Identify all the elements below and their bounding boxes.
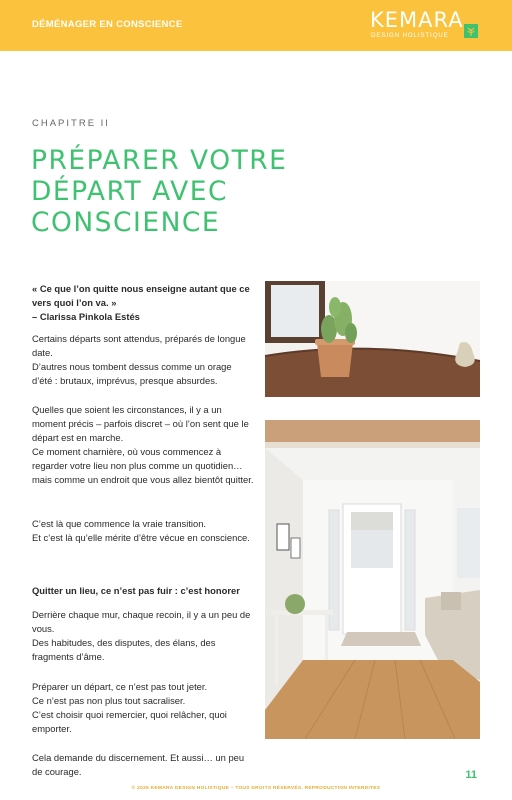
- paragraph-line: Ce moment charnière, où vous commencez à regarder votre lieu non plus comme un quotidien… mais comme un endroit que vous allez bientôt quitter.: [32, 446, 254, 485]
- chapter-title: [31, 145, 331, 238]
- paragraph-line: Préparer un départ, ce n’est pas tout jeter.: [32, 681, 208, 692]
- paragraph-line: Cela demande du discernement. Et aussi… un peu de courage.: [32, 752, 245, 777]
- section-subheading: Quitter un lieu, ce n’est pas fuir : c’est honorer: [32, 585, 240, 596]
- paragraph-line: Derrière chaque mur, chaque recoin, il y a un peu de vous.: [32, 609, 251, 634]
- paragraph-line: Certains départs sont attendus, préparés de longue date.: [32, 333, 246, 358]
- footer-copyright: © 2025 KEMARA DESIGN HOLISTIQUE – TOUS DROITS RÉSERVÉS. REPRODUCTION INTERDITES: [131, 786, 381, 791]
- chapter-label: CHAPITRE II: [32, 118, 110, 129]
- paragraph-line: Ce n’est pas non plus tout sacraliser.: [32, 695, 186, 706]
- logo-subtitle: DESIGN HOLISTIQUE: [371, 32, 449, 39]
- logo-name: KEMARA: [370, 8, 464, 32]
- page-number: 11: [465, 769, 477, 781]
- paragraph-6: [32, 751, 254, 779]
- quote-block: [32, 282, 254, 324]
- quote-author: – Clarissa Pinkola Estés: [32, 311, 140, 322]
- paragraph-line: C’est là que commence la vraie transition.: [32, 518, 207, 529]
- paragraph-4: [32, 608, 254, 664]
- entryway-photo: [265, 420, 480, 739]
- paragraph-5: [32, 680, 254, 736]
- cactus-photo: [265, 281, 480, 397]
- paragraph-line: Et c’est là qu’elle mérite d’être vécue en conscience.: [32, 532, 250, 543]
- paragraph-line: C’est choisir quoi remercier, quoi relâcher, quoi emporter.: [32, 709, 227, 734]
- title-line-3: CONSCIENCE: [31, 207, 221, 238]
- paragraph-line: D’autres nous tombent dessus comme un orage d’été : brutaux, imprévus, presque absurdes.: [32, 361, 232, 386]
- header-bar: [0, 0, 512, 51]
- paragraph-3: [32, 517, 254, 545]
- paragraph-1: [32, 332, 254, 388]
- paragraph-line: Quelles que soient les circonstances, il y a un moment précis – parfois discret – où l’on sent que le départ est en marche.: [32, 404, 249, 443]
- brand-logo: [370, 8, 478, 42]
- paragraph-2: [32, 403, 254, 487]
- quote-text: « Ce que l’on quitte nous enseigne autant que ce vers quoi l’on va. »: [32, 283, 250, 308]
- title-line-2: DÉPART AVEC: [31, 176, 228, 207]
- header-title: DÉMÉNAGER EN CONSCIENCE: [32, 19, 183, 30]
- paragraph-line: Des habitudes, des disputes, des élans, des fragments d’âme.: [32, 637, 216, 662]
- title-line-1: PRÉPARER VOTRE: [31, 145, 288, 176]
- leaf-icon: [464, 24, 478, 38]
